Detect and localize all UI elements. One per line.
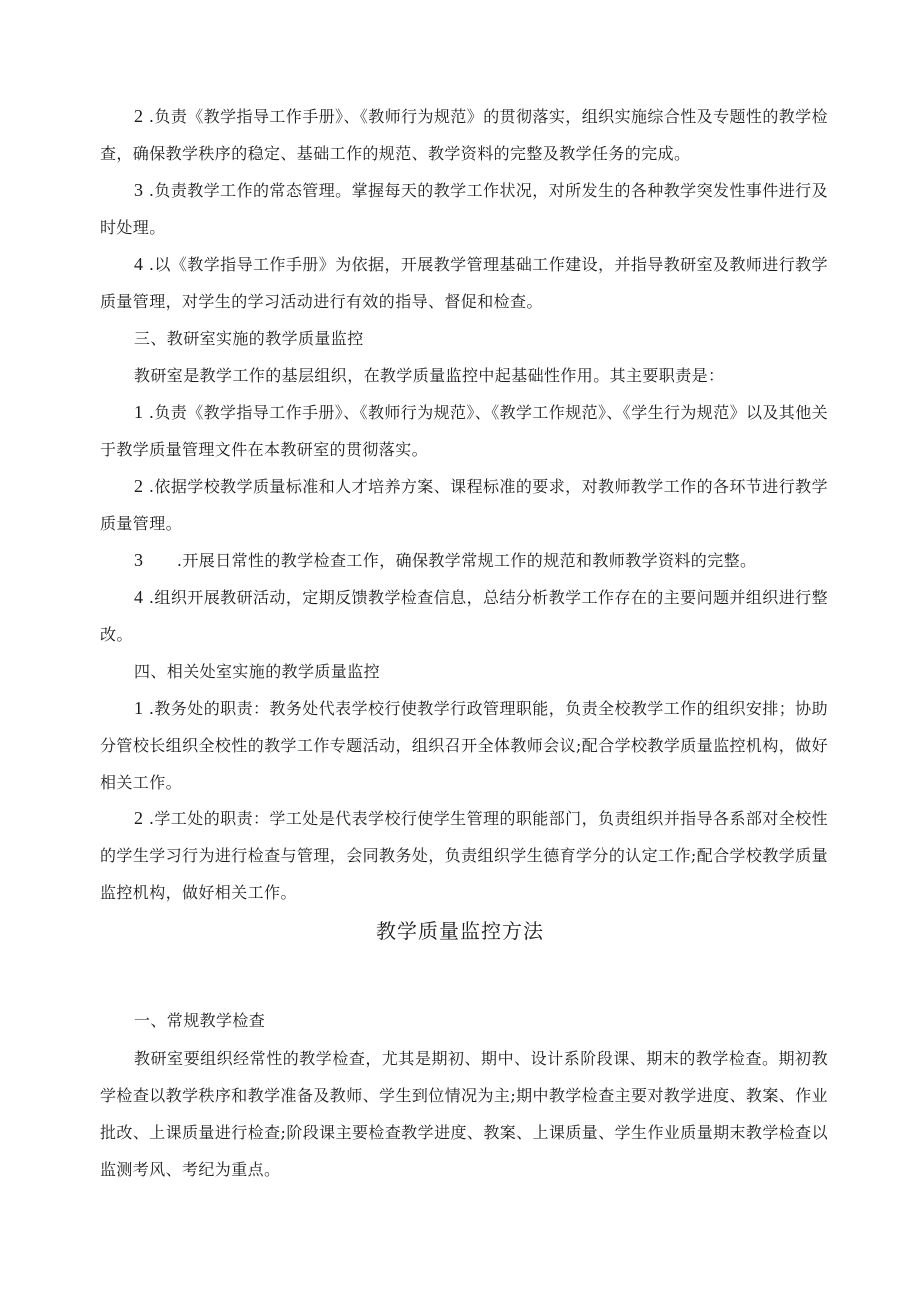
item-text: .组织开展教研活动，定期反馈教学检查信息，总结分析教学工作存在的主要问题并组织进行整改。 [100,588,828,644]
item-text: .依据学校教学质量标准和人才培养方案、课程标准的要求，对教师教学工作的各环节进行教学质量管理。 [100,477,828,533]
item-number: 3 [134,180,144,200]
item-number: 2 [134,106,144,126]
item-number: 4 [134,254,144,274]
section-intro: 教研室是教学工作的基层组织，在教学质量监控中起基础性作用。其主要职责是： [134,366,725,385]
section-heading-3: 三、教研室实施的教学质量监控 [134,329,364,348]
section-heading-4: 四、相关处室实施的教学质量监控 [134,662,381,681]
methods-heading: 一、常规教学检查 [134,1011,266,1030]
item-number: 1 [134,698,144,718]
item-text: .以《教学指导工作手册》为依据，开展教学管理基础工作建设，并指导教研室及教师进行教学质量管理，对学生的学习活动进行有效的指导、督促和检查。 [100,255,828,311]
item-text: .负责《教学指导工作手册》、《教师行为规范》的贯彻落实，组织实施综合性及专题性的教学检查，确保教学秩序的稳定、基础工作的规范、教学资料的完整及教学任务的完成。 [100,107,828,163]
item-number: 2 [134,808,144,828]
item-text: .负责《教学指导工作手册》、《教师行为规范》、《教学工作规范》、《学生行为规范》以及其他关于教学质量管理文件在本教研室的贯彻落实。 [100,403,828,459]
item-text: .负责教学工作的常态管理。掌握每天的教学工作状况，对所发生的各种教学突发性事件进行及时处理。 [100,181,828,237]
item-number: 2 [134,476,144,496]
paragraph-item-2 [100,98,828,172]
methods-paragraph: 教研室要组织经常性的教学检查，尤其是期初、期中、设计系阶段课、期末的教学检查。期初教学检查以教学秩序和教学准备及教师、学生到位情况为主;期中教学检查主要对教学进度、教案、作业批改、上课质量进行检查;阶段课主要检查教学进度、教案、上课质量、学生作业质量期末教学检查以监测考风、考纪为重点。 [100,1049,828,1179]
page-title: 教学质量监控方法 [376,919,544,943]
paragraph-item-3 [100,172,828,246]
section3-item-2 [100,468,828,542]
section4-item-2 [100,800,828,911]
section4-item-1 [100,690,828,801]
item-number: 4 [134,587,144,607]
item-text: .学工处的职责：学工处是代表学校行使学生管理的职能部门，负责组织并指导各系部对全校性的学生学习行为进行检查与管理，会同教务处，负责组织学生德育学分的认定工作;配合学校教学质量监控机构，做好相关工作。 [100,809,828,902]
section3-item-3 [100,542,828,579]
item-text: .开展日常性的教学检查工作，确保教学常规工作的规范和教师教学资料的完整。 [176,551,757,570]
section3-item-1 [100,394,828,468]
item-text: .教务处的职责：教务处代表学校行使教学行政管理职能，负责全校教学工作的组织安排；协助分管校长组织全校性的教学工作专题活动，组织召开全体教师会议;配合学校教学质量监控机构，做好相关工作。 [100,699,828,792]
item-number: 1 [134,402,144,422]
item-number: 3 [134,550,144,570]
paragraph-item-4 [100,246,828,320]
section3-item-4 [100,579,828,653]
